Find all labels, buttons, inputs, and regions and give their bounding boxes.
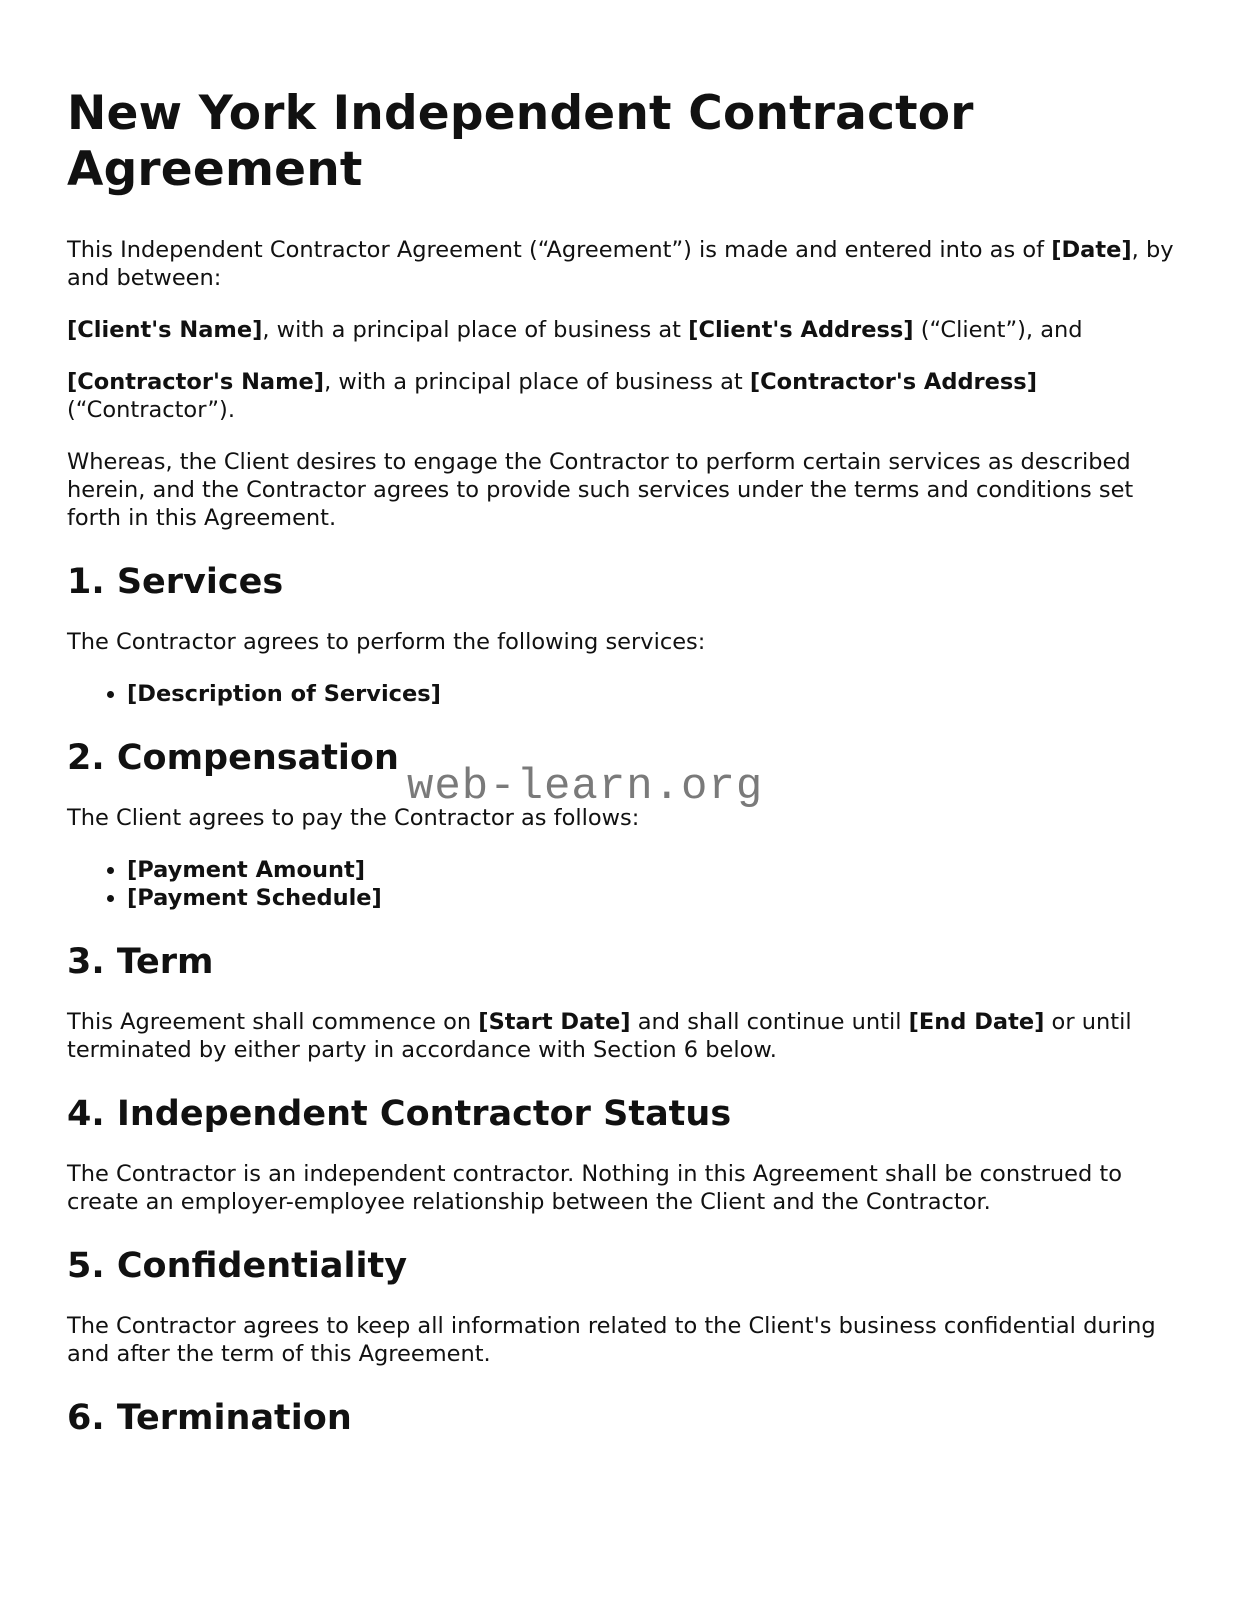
- term-text-part: or until terminated by either party in accordance with Section 6 below.: [67, 1009, 1132, 1063]
- date-placeholder: [Date]: [1051, 237, 1132, 263]
- intro-text-end: , by and between:: [67, 237, 1174, 291]
- contractor-status-text: The Contractor is an independent contractor. Nothing in this Agreement shall be construed to create an employer-employee relationship between the Client and the Contractor.: [67, 1161, 1122, 1215]
- section-heading-confidentiality: 5. Confidentiality: [67, 1246, 408, 1286]
- contractor-party-end: (“Contractor”).: [67, 397, 235, 423]
- contractor-address-placeholder: [Contractor's Address]: [749, 369, 1037, 395]
- term-text: [67, 1008, 1187, 1064]
- services-text: The Contractor agrees to perform the following services:: [67, 629, 706, 655]
- contractor-name-placeholder: [Contractor's Name]: [67, 369, 325, 395]
- section-heading-contractor-status: 4. Independent Contractor Status: [67, 1094, 732, 1134]
- term-text-part: and shall continue until: [630, 1009, 909, 1035]
- client-name-placeholder: [Client's Name]: [67, 317, 263, 343]
- section-heading-termination: 6. Termination: [67, 1398, 352, 1438]
- whereas-paragraph: Whereas, the Client desires to engage the Contractor to perform certain services as described herein, and the Contractor agrees to provide such services under the terms and conditions set forth in this Agreement.: [67, 449, 1134, 531]
- contractor-party-paragraph: [67, 368, 1187, 424]
- intro-paragraph: [67, 236, 1187, 292]
- intro-text: This Independent Contractor Agreement (“Agreement”) is made and entered into as of: [67, 237, 1052, 263]
- watermark: web-learn.org: [407, 762, 764, 812]
- payment-amount-item: • [Payment Amount]: [127, 856, 1187, 884]
- client-party-end: (“Client”), and: [913, 317, 1083, 343]
- client-party-text: , with a principal place of business at: [262, 317, 689, 343]
- payment-schedule-item: • [Payment Schedule]: [127, 884, 1187, 912]
- services-list-item: • [Description of Services]: [127, 680, 1187, 708]
- services-list: [67, 680, 1187, 708]
- client-party-paragraph: [67, 316, 1187, 344]
- confidentiality-text: The Contractor agrees to keep all information related to the Client's business confidential during and after the term of this Agreement.: [67, 1313, 1156, 1367]
- end-date-placeholder: [End Date]: [908, 1009, 1045, 1035]
- section-heading-compensation: 2. Compensation: [67, 738, 399, 778]
- compensation-list: [67, 856, 1187, 912]
- compensation-text: The Client agrees to pay the Contractor as follows:: [67, 805, 640, 831]
- document-title: New York Independent Contractor Agreement: [67, 86, 974, 197]
- section-heading-term: 3. Term: [67, 942, 214, 982]
- contractor-party-text: , with a principal place of business at: [324, 369, 750, 395]
- start-date-placeholder: [Start Date]: [478, 1009, 631, 1035]
- section-heading-services: 1. Services: [67, 562, 284, 602]
- client-address-placeholder: [Client's Address]: [688, 317, 914, 343]
- term-text-part: This Agreement shall commence on: [67, 1009, 479, 1035]
